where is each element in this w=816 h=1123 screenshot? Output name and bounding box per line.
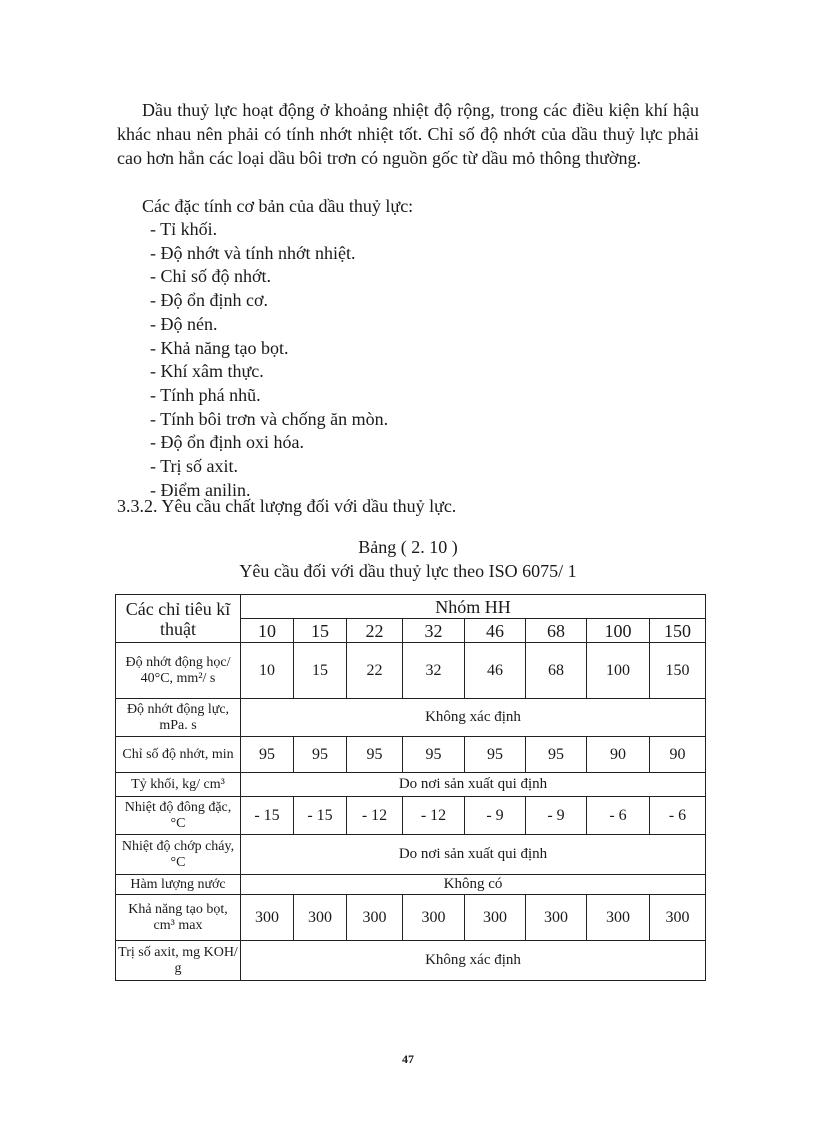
table-cell: 300 [587,895,650,941]
table-cell: - 12 [347,797,403,835]
page-number: 47 [402,1052,414,1066]
table-row [116,895,706,941]
table-cell: 95 [403,737,465,773]
property-item: - Khí xâm thực. [150,361,264,382]
table-caption: Yêu cầu đối với dầu thuỷ lực theo ISO 6075/ 1 [239,561,577,581]
table-cell: 90 [650,737,706,773]
table-cell: 15 [294,643,347,699]
table-cell: - 12 [403,797,465,835]
property-item: - Độ nén. [150,313,218,334]
grade-header: 15 [294,619,347,643]
table-span-cell: Không có [241,875,706,895]
table-row [116,797,706,835]
grade-header: 150 [650,619,706,643]
grade-header: 10 [241,619,294,643]
grade-header: 68 [526,619,587,643]
table-row [116,875,706,895]
table-span-cell: Không xác định [241,941,706,981]
table-cell: 68 [526,643,587,699]
row-label: Tỷ khối, kg/ cm³ [116,773,241,797]
property-item: - Tính phá nhũ. [150,384,261,405]
table-cell: 300 [241,895,294,941]
spec-table [115,594,706,981]
property-item: - Trị số axit. [150,456,239,477]
table-cell: 100 [587,643,650,699]
table-row [116,941,706,981]
table-cell: 150 [650,643,706,699]
property-item: - Điểm anilin. [150,479,251,500]
group-header: Nhóm HH [241,595,706,619]
table-row [116,773,706,797]
table-span-cell: Không xác định [241,699,706,737]
properties-list [150,218,388,502]
table-cell: 95 [347,737,403,773]
table-cell: - 6 [650,797,706,835]
table-cell: 95 [294,737,347,773]
intro-paragraph: Dầu thuỷ lực hoạt động ở khoảng nhiệt độ rộng, trong các điều kiện khí hậu khác nhau nên phải có tính nhớt nhiệt tốt. Chỉ số độ nhớt của dầu thuỷ lực phải cao hơn hẳn các loại dầu bôi trơn có nguồn gốc từ dầu mỏ thông thường. [117,100,699,168]
row-label: Hàm lượng nước [116,875,241,895]
table-cell: - 15 [241,797,294,835]
table-cell: - 9 [526,797,587,835]
property-item: - Chỉ số độ nhớt. [150,266,272,287]
row-label: Chỉ số độ nhớt, min [116,737,241,773]
table-cell: 300 [294,895,347,941]
row-label: Nhiệt độ chớp cháy, °C [116,835,241,875]
section-heading: 3.3.2. Yêu cầu chất lượng đối với dầu thuỷ lực. [117,496,457,516]
table-cell: 300 [526,895,587,941]
grade-header: 32 [403,619,465,643]
table-cell: 10 [241,643,294,699]
table-cell: - 9 [465,797,526,835]
grade-header: 46 [465,619,526,643]
table-cell: 95 [526,737,587,773]
property-item: - Độ ổn định oxi hóa. [150,432,304,453]
table-cell: 46 [465,643,526,699]
table-cell: 95 [241,737,294,773]
table-cell: - 15 [294,797,347,835]
table-cell: 90 [587,737,650,773]
table-cell: 22 [347,643,403,699]
property-item: - Độ nhớt và tính nhớt nhiệt. [150,242,356,263]
grade-header: 22 [347,619,403,643]
table-span-cell: Do nơi sản xuất qui định [241,835,706,875]
row-label: Khả năng tạo bọt, cm³ max [116,895,241,941]
properties-heading: Các đặc tính cơ bản của dầu thuỷ lực: [142,196,414,216]
table-cell: 95 [465,737,526,773]
property-item: - Khả năng tạo bọt. [150,337,289,358]
row-label: Độ nhớt động học/ 40°C, mm²/ s [116,643,241,699]
row-label: Trị số axit, mg KOH/ g [116,941,241,981]
table-cell: 300 [403,895,465,941]
table-cell: 300 [465,895,526,941]
table-cell: 300 [347,895,403,941]
table-row [116,643,706,699]
table-cell: 32 [403,643,465,699]
table-row [116,835,706,875]
table-row [116,737,706,773]
table-header-row [116,595,706,619]
table-label: Bảng ( 2. 10 ) [358,537,458,557]
table-cell: 300 [650,895,706,941]
row-label: Độ nhớt động lực, mPa. s [116,699,241,737]
property-item: - Tỉ khối. [150,219,218,239]
corner-header: Các chỉ tiêu kĩ thuật [116,595,241,643]
table-cell: - 6 [587,797,650,835]
property-item: - Độ ổn định cơ. [150,290,269,311]
table-row [116,699,706,737]
row-label: Nhiệt độ đông đặc, °C [116,797,241,835]
grade-header: 100 [587,619,650,643]
table-span-cell: Do nơi sản xuất qui định [241,773,706,797]
property-item: - Tính bôi trơn và chống ăn mòn. [150,408,389,429]
